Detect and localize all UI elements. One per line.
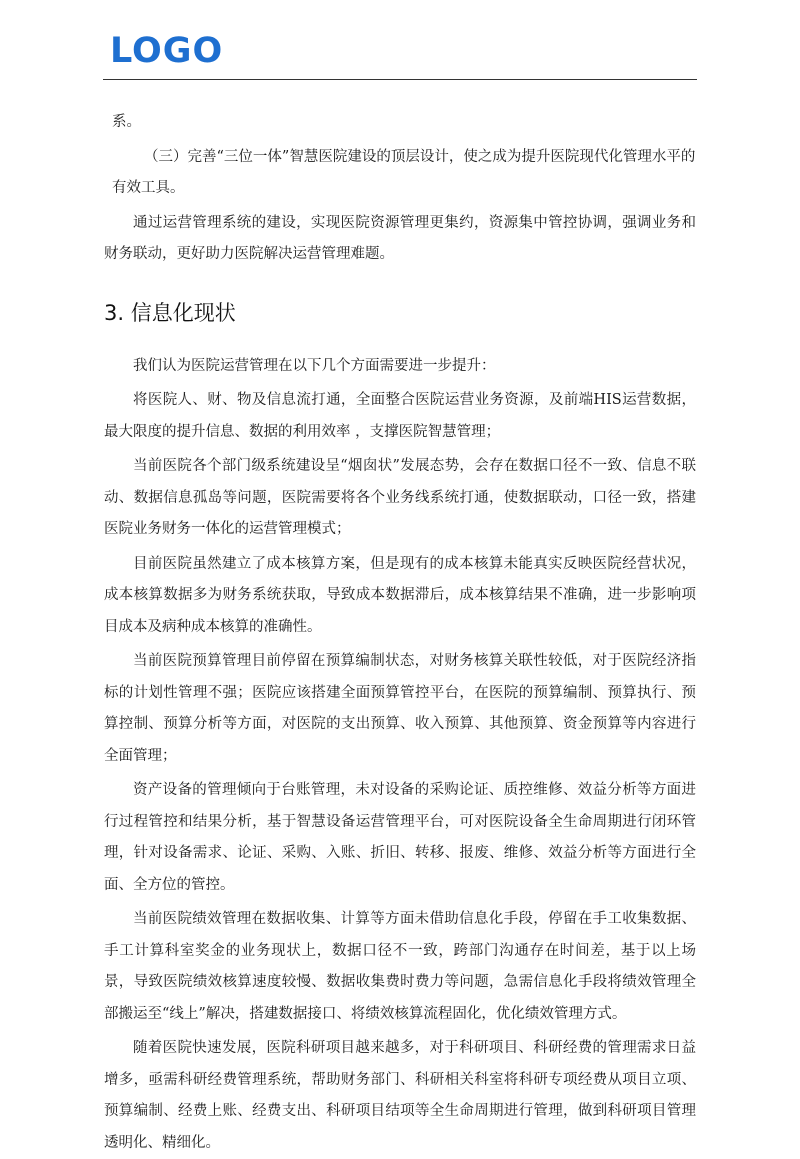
item-3-continuation: 有效工具。: [112, 180, 185, 196]
section-heading: 3. 信息化现状: [104, 300, 236, 325]
intro-tail-text: 系。: [112, 114, 141, 130]
logo: LOGO: [110, 31, 224, 71]
paragraph-performance-management: 当前医院绩效管理在数据收集、计算等方面未借助信息化手段，停留在手工收集数据、手工计算科室奖金的业务现状上，数据口径不一致，跨部门沟通存在时间差，基于以上场景，导致医院绩效核算速度较慢、数据收集费时费力等问题，急需信息化手段将绩效管理全部搬运至“线上”解决，搭建数据接口、将绩效核算流程固化，优化绩效管理方式。: [104, 911, 696, 1022]
paragraph-silo-systems: 当前医院各个部门级系统建设呈“烟囱状”发展态势，会存在数据口径不一致、信息不联动、数据信息孤岛等问题，医院需要将各个业务线系统打通，使数据联动，口径一致，搭建医院业务财务一体化的运营管理模式；: [104, 458, 696, 537]
header-divider: [103, 79, 697, 80]
paragraph-cost-accounting: 目前医院虽然建立了成本核算方案，但是现有的成本核算未能真实反映医院经营状况，成本核算数据多为财务系统获取，导致成本数据滞后，成本核算结果不准确，进一步影响项目成本及病种成本核算的准确性。: [104, 555, 696, 635]
paragraph-research-funding: 随着医院快速发展，医院科研项目越来越多，对于科研项目、科研经费的管理需求日益增多，亟需科研经费管理系统，帮助财务部门、科研相关科室将科研专项经费从项目立项、预算编制、经费上账、经费支出、科研项目结项等全生命周期进行管理，做到科研项目管理透明化、精细化。: [104, 1040, 696, 1151]
item-3-text: （三）完善“三位一体”智慧医院建设的顶层设计，使之成为提升医院现代化管理水平的: [144, 148, 696, 165]
paragraph-integration: 将医院人、财、物及信息流打通，全面整合医院运营业务资源，及前端HIS运营数据，最大限度的提升信息、数据的利用效率 ，支撑医院智慧管理；: [104, 392, 696, 440]
paragraph-asset-management: 资产设备的管理倾向于台账管理，未对设备的采购论证、质控维修、效益分析等方面进行过程管控和结果分析，基于智慧设备运营管理平台，可对医院设备全生命周期进行闭环管理，针对设备需求、论证、采购、入账、折旧、转移、报废、维修、效益分析等方面进行全面、全方位的管控。: [104, 782, 696, 893]
paragraph-budget-management: 当前医院预算管理目前停留在预算编制状态，对财务核算关联性较低，对于医院经济指标的计划性管理不强；医院应该搭建全面预算管控平台，在医院的预算编制、预算执行、预算控制、预算分析等方面，对医院的支出预算、收入预算、其他预算、资金预算等内容进行全面管理；: [104, 653, 696, 764]
paragraph-intro: 我们认为医院运营管理在以下几个方面需要进一步提升：: [133, 357, 496, 374]
document-body: [104, 107, 696, 1159]
summary-paragraph: 通过运营管理系统的建设，实现医院资源管理更集约，资源集中管控协调，强调业务和财务联动，更好助力医院解决运营管理难题。: [104, 214, 696, 262]
